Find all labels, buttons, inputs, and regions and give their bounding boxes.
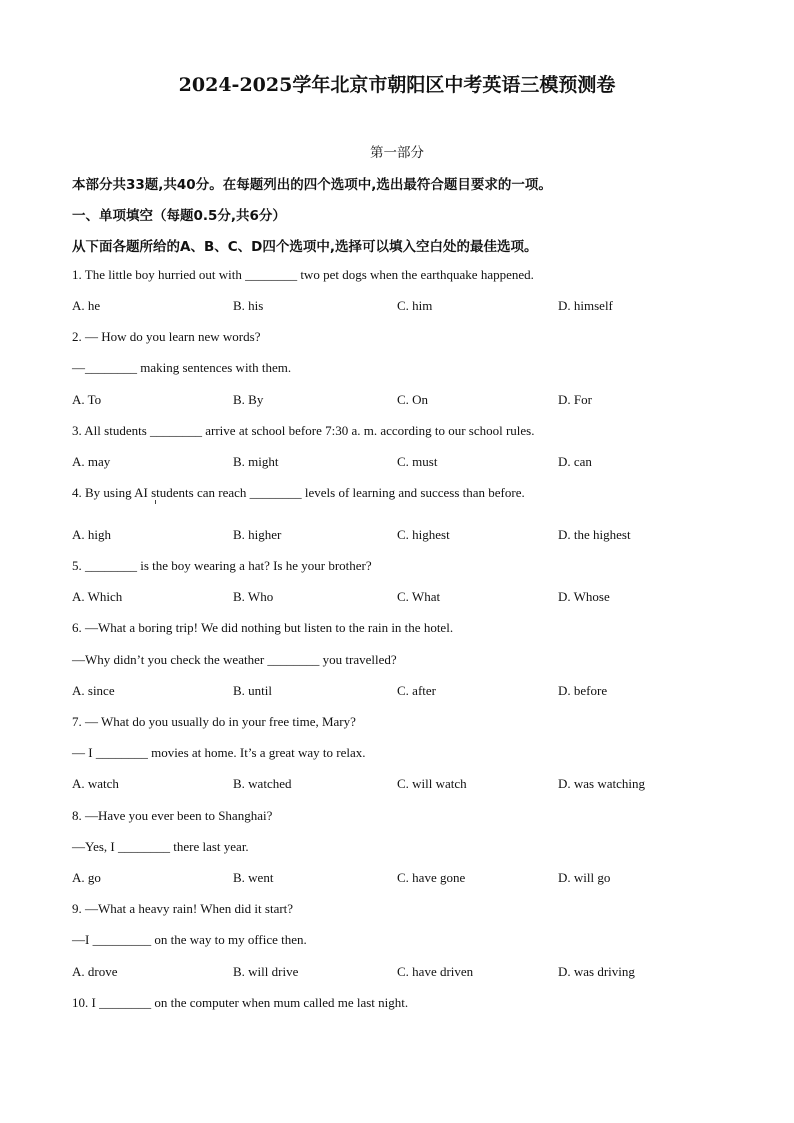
question-7-option-a: A. watch (72, 776, 119, 791)
question-6-option-b: B. until (233, 683, 273, 698)
question-5-option-a: A. Which (72, 589, 123, 604)
instruction-text: 从下面各题所给的A、B、C、D四个选项中,选择可以填入空白处的最佳选项。 (72, 239, 538, 255)
question-7-option-b: B. watched (233, 776, 292, 791)
question-4-option-c: C. highest (397, 527, 450, 542)
question-7-stem: 7. — What do you usually do in your free time, Mary? (72, 714, 356, 729)
part-heading: 一、单项填空（每题0.5分,共6分） (72, 208, 286, 224)
question-2-option-d: D. For (558, 392, 592, 407)
question-6-option-d: D. before (558, 683, 608, 698)
question-6-stem-line-2: —Why didn’t you check the weather ________ you travelled? (72, 652, 397, 667)
section-title: 第一部分 (370, 145, 424, 161)
question-8-option-c: C. have gone (397, 870, 466, 885)
question-8-option-a: A. go (72, 870, 101, 885)
question-1-option-c: C. him (397, 298, 433, 313)
question-4-stem: 4. By using AI students can reach ________ levels of learning and success than before. (72, 485, 525, 500)
question-4-option-d: D. the highest (558, 527, 631, 542)
question-9-stem-line-2: —I _________ on the way to my office then. (72, 932, 307, 947)
question-5-option-b: B. Who (233, 589, 274, 604)
question-3-stem: 3. All students ________ arrive at school before 7:30 a. m. according to our school rules. (72, 423, 535, 438)
intro-text: 本部分共33题,共40分。在每题列出的四个选项中,选出最符合题目要求的一项。 (72, 177, 552, 193)
question-8-stem-line-2: —Yes, I ________ there last year. (72, 839, 249, 854)
question-8-option-d: D. will go (558, 870, 611, 885)
question-8-stem: 8. —Have you ever been to Shanghai? (72, 808, 273, 823)
page-title: 2024-2025学年北京市朝阳区中考英语三模预测卷 (178, 74, 616, 96)
question-3-option-d: D. can (558, 454, 592, 469)
question-3-option-c: C. must (397, 454, 438, 469)
question-1-option-b: B. his (233, 298, 264, 313)
question-2-option-b: B. By (233, 392, 264, 407)
question-3-option-a: A. may (72, 454, 111, 469)
question-10-stem: 10. I ________ on the computer when mum called me last night. (72, 995, 409, 1010)
stray-mark (155, 500, 156, 504)
question-5-stem: 5. ________ is the boy wearing a hat? Is he your brother? (72, 558, 372, 573)
question-2-stem-line-2: —________ making sentences with them. (72, 360, 292, 375)
question-4-option-b: B. higher (233, 527, 282, 542)
question-2-stem: 2. — How do you learn new words? (72, 329, 261, 344)
question-9-stem: 9. —What a heavy rain! When did it start? (72, 901, 294, 916)
question-3-option-b: B. might (233, 454, 279, 469)
question-9-option-b: B. will drive (233, 964, 299, 979)
question-7-option-d: D. was watching (558, 776, 646, 791)
question-5-option-d: D. Whose (558, 589, 610, 604)
question-5-option-c: C. What (397, 589, 441, 604)
question-4-option-a: A. high (72, 527, 111, 542)
question-6-option-c: C. after (397, 683, 436, 698)
question-1-option-a: A. he (72, 298, 101, 313)
question-9-option-d: D. was driving (558, 964, 635, 979)
question-8-option-b: B. went (233, 870, 274, 885)
question-9-option-c: C. have driven (397, 964, 474, 979)
question-7-option-c: C. will watch (397, 776, 467, 791)
question-1-stem: 1. The little boy hurried out with ________ two pet dogs when the earthquake happened. (72, 267, 534, 282)
question-2-option-c: C. On (397, 392, 429, 407)
question-2-option-a: A. To (72, 392, 102, 407)
question-6-stem: 6. —What a boring trip! We did nothing but listen to the rain in the hotel. (72, 620, 454, 635)
question-9-option-a: A. drove (72, 964, 118, 979)
question-7-stem-line-2: — I ________ movies at home. It’s a great way to relax. (72, 745, 366, 760)
question-1-option-d: D. himself (558, 298, 613, 313)
question-6-option-a: A. since (72, 683, 115, 698)
